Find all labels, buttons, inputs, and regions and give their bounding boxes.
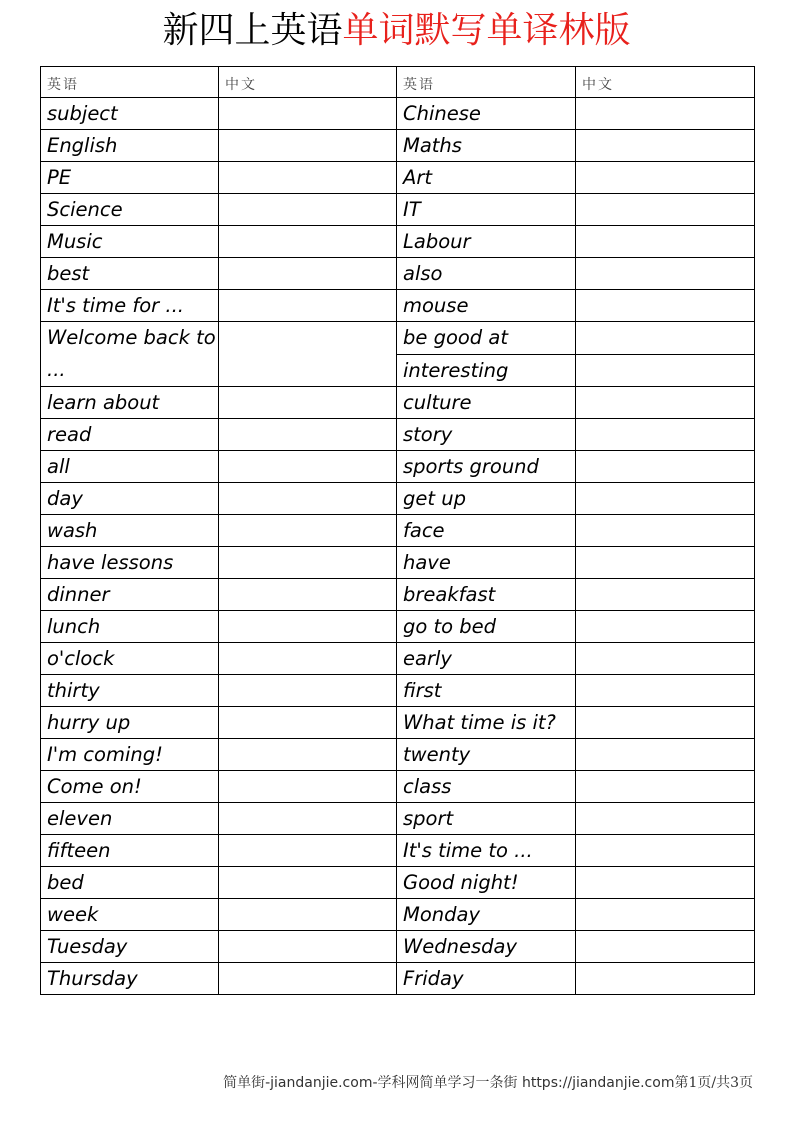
english-word-right: Wednesday — [397, 931, 576, 963]
chinese-answer-right[interactable] — [576, 675, 755, 707]
chinese-answer-left[interactable] — [219, 387, 397, 419]
english-word-right: Labour — [397, 226, 576, 258]
english-word-left: o'clock — [41, 643, 219, 675]
english-word-left: Music — [41, 226, 219, 258]
english-word-left: have lessons — [41, 547, 219, 579]
chinese-answer-left[interactable] — [219, 98, 397, 130]
english-word-left: bed — [41, 867, 219, 899]
chinese-answer-left[interactable] — [219, 162, 397, 194]
table-row — [41, 771, 755, 803]
english-word-right: breakfast — [397, 579, 576, 611]
english-word-right: have — [397, 547, 576, 579]
table-row — [41, 899, 755, 931]
table-row — [41, 130, 755, 162]
chinese-answer-left[interactable] — [219, 739, 397, 771]
english-word-left: Thursday — [41, 963, 219, 995]
table-row — [41, 547, 755, 579]
table-row — [41, 162, 755, 194]
table-row — [41, 387, 755, 419]
chinese-answer-right[interactable] — [576, 483, 755, 515]
table-row — [41, 290, 755, 322]
english-word-right: Good night! — [397, 867, 576, 899]
chinese-answer-right[interactable] — [576, 130, 755, 162]
table-row — [41, 451, 755, 483]
english-word-right: culture — [397, 387, 576, 419]
chinese-answer-left[interactable] — [219, 835, 397, 867]
chinese-answer-right[interactable] — [576, 162, 755, 194]
chinese-answer-right[interactable] — [576, 451, 755, 483]
english-word-right: early — [397, 643, 576, 675]
chinese-answer-right[interactable] — [576, 322, 755, 355]
vocabulary-table — [40, 66, 755, 995]
english-word-right: story — [397, 419, 576, 451]
english-word-left: dinner — [41, 579, 219, 611]
table-row — [41, 579, 755, 611]
english-word-right: face — [397, 515, 576, 547]
english-word-left: all — [41, 451, 219, 483]
table-row — [41, 643, 755, 675]
english-word-left: English — [41, 130, 219, 162]
chinese-answer-right[interactable] — [576, 803, 755, 835]
chinese-answer-left[interactable] — [219, 675, 397, 707]
header-chinese-right: 中文 — [576, 67, 755, 98]
english-word-right: Chinese — [397, 98, 576, 130]
english-word-left: learn about — [41, 387, 219, 419]
footer-page-number: 第1页/共3页 — [674, 1075, 753, 1091]
chinese-answer-right[interactable] — [576, 963, 755, 995]
chinese-answer-left[interactable] — [219, 226, 397, 258]
english-word-left: eleven — [41, 803, 219, 835]
english-word-left: lunch — [41, 611, 219, 643]
english-word-right: What time is it? — [397, 707, 576, 739]
header-english-right: 英语 — [397, 67, 576, 98]
chinese-answer-right[interactable] — [576, 867, 755, 899]
english-word-right: go to bed — [397, 611, 576, 643]
table-row — [41, 963, 755, 995]
english-word-left: It's time for ... — [41, 290, 219, 322]
chinese-answer-left[interactable] — [219, 290, 397, 322]
table-row — [41, 98, 755, 130]
english-word-right: get up — [397, 483, 576, 515]
table-row — [41, 419, 755, 451]
table-row — [41, 739, 755, 771]
table-row — [41, 258, 755, 290]
english-word-right: Friday — [397, 963, 576, 995]
chinese-answer-right[interactable] — [576, 354, 755, 387]
english-word-right: Maths — [397, 130, 576, 162]
chinese-answer-right[interactable] — [576, 387, 755, 419]
chinese-answer-left[interactable] — [219, 899, 397, 931]
english-word-right: sports ground — [397, 451, 576, 483]
chinese-answer-right[interactable] — [576, 258, 755, 290]
english-word-right: IT — [397, 194, 576, 226]
table-row — [41, 611, 755, 643]
english-word-left: Come on! — [41, 771, 219, 803]
chinese-answer-left[interactable] — [219, 451, 397, 483]
chinese-answer-right[interactable] — [576, 707, 755, 739]
english-word-right: first — [397, 675, 576, 707]
table-row — [41, 675, 755, 707]
chinese-answer-right[interactable] — [576, 611, 755, 643]
english-word-left: read — [41, 419, 219, 451]
chinese-answer-left[interactable] — [219, 483, 397, 515]
chinese-answer-left[interactable] — [219, 643, 397, 675]
english-word-right: class — [397, 771, 576, 803]
table-row — [41, 322, 755, 355]
chinese-answer-left[interactable] — [219, 771, 397, 803]
english-word-right: Monday — [397, 899, 576, 931]
english-word-right: twenty — [397, 739, 576, 771]
chinese-answer-left[interactable] — [219, 322, 397, 387]
chinese-answer-left[interactable] — [219, 258, 397, 290]
chinese-answer-right[interactable] — [576, 899, 755, 931]
chinese-answer-left[interactable] — [219, 419, 397, 451]
english-word-right: sport — [397, 803, 576, 835]
footer-site: 简单街-jiandanjie.com-学科网简单学习一条街 https://jiandanjie.com — [223, 1075, 675, 1091]
header-chinese-left: 中文 — [219, 67, 397, 98]
chinese-answer-right[interactable] — [576, 931, 755, 963]
english-word-left: week — [41, 899, 219, 931]
table-row — [41, 803, 755, 835]
chinese-answer-right[interactable] — [576, 579, 755, 611]
table-row — [41, 483, 755, 515]
table-row — [41, 515, 755, 547]
chinese-answer-right[interactable] — [576, 835, 755, 867]
english-word-right: interesting — [397, 354, 576, 387]
chinese-answer-right[interactable] — [576, 419, 755, 451]
title-highlight: 单词默写单译林版 — [342, 10, 631, 51]
chinese-answer-left[interactable] — [219, 867, 397, 899]
chinese-answer-left[interactable] — [219, 707, 397, 739]
english-word-left: Science — [41, 194, 219, 226]
english-word-left: PE — [41, 162, 219, 194]
english-word-left: hurry up — [41, 707, 219, 739]
chinese-answer-right[interactable] — [576, 290, 755, 322]
table-row — [41, 226, 755, 258]
english-word-left: thirty — [41, 675, 219, 707]
english-word-left: Tuesday — [41, 931, 219, 963]
english-word-right: also — [397, 258, 576, 290]
chinese-answer-right[interactable] — [576, 515, 755, 547]
english-word-right: It's time to ... — [397, 835, 576, 867]
english-word-left: Welcome back to ... — [41, 322, 219, 387]
chinese-answer-left[interactable] — [219, 611, 397, 643]
header-english-left: 英语 — [41, 67, 219, 98]
table-header-row — [41, 67, 755, 98]
english-word-left: I'm coming! — [41, 739, 219, 771]
title-main: 新四上英语 — [162, 10, 343, 51]
chinese-answer-left[interactable] — [219, 547, 397, 579]
table-row — [41, 707, 755, 739]
table-row — [41, 931, 755, 963]
table-row — [41, 835, 755, 867]
chinese-answer-right[interactable] — [576, 771, 755, 803]
english-word-left: best — [41, 258, 219, 290]
chinese-answer-left[interactable] — [219, 963, 397, 995]
chinese-answer-right[interactable] — [576, 643, 755, 675]
english-word-right: be good at — [397, 322, 576, 355]
table-row — [41, 867, 755, 899]
chinese-answer-right[interactable] — [576, 98, 755, 130]
page-title — [0, 6, 793, 56]
chinese-answer-left[interactable] — [219, 194, 397, 226]
chinese-answer-left[interactable] — [219, 515, 397, 547]
english-word-left: day — [41, 483, 219, 515]
english-word-right: Art — [397, 162, 576, 194]
chinese-answer-right[interactable] — [576, 739, 755, 771]
chinese-answer-left[interactable] — [219, 579, 397, 611]
table-row — [41, 194, 755, 226]
chinese-answer-right[interactable] — [576, 547, 755, 579]
english-word-right: mouse — [397, 290, 576, 322]
chinese-answer-right[interactable] — [576, 194, 755, 226]
english-word-left: wash — [41, 515, 219, 547]
chinese-answer-left[interactable] — [219, 803, 397, 835]
chinese-answer-left[interactable] — [219, 931, 397, 963]
english-word-left: fifteen — [41, 835, 219, 867]
page-footer — [223, 1072, 753, 1092]
chinese-answer-left[interactable] — [219, 130, 397, 162]
chinese-answer-right[interactable] — [576, 226, 755, 258]
english-word-left: subject — [41, 98, 219, 130]
